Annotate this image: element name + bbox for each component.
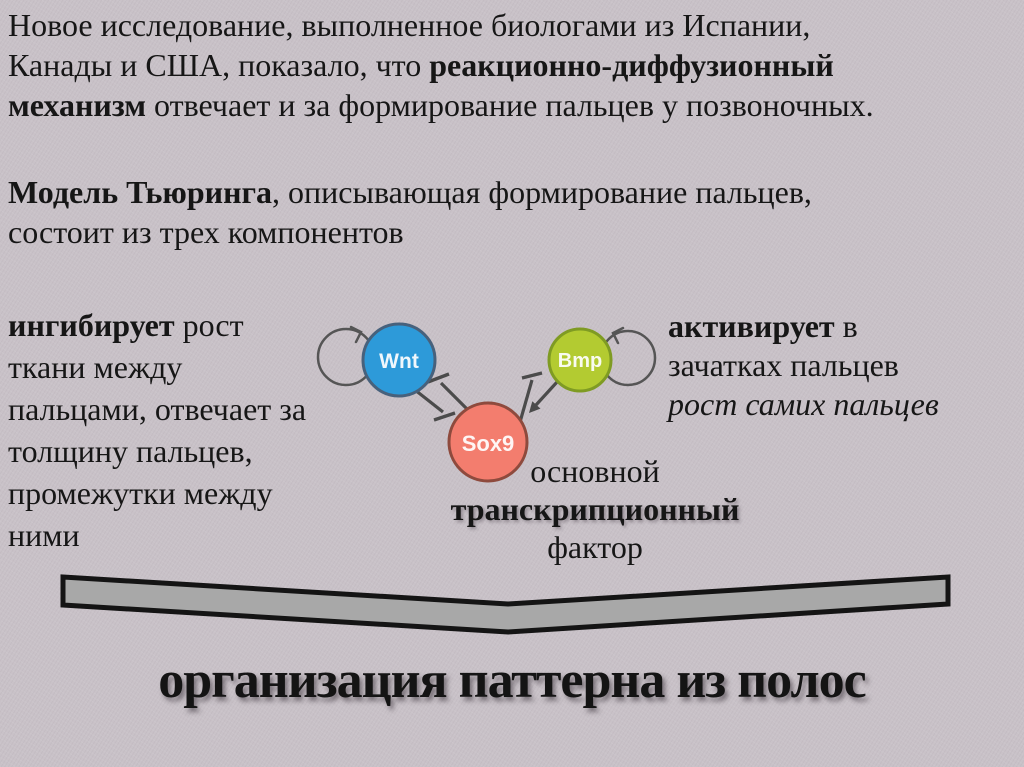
inhibitor-line1-rest: рост: [174, 307, 244, 343]
turing-model-paragraph: [8, 172, 812, 252]
intro-line1-text: Новое исследование, выполненное биологами из Испании,: [8, 7, 811, 43]
inhibitor-line-6: [8, 514, 306, 556]
inhibitor-line3-text: пальцами, отвечает за: [8, 391, 307, 427]
inhibitor-line-1: [8, 304, 306, 346]
intro-paragraph: [8, 5, 874, 125]
wnt-node: [363, 324, 435, 396]
activator-line3-italic: рост самих пальцев: [668, 386, 939, 422]
down-chevron-banner: [58, 571, 953, 639]
wnt-node-label: Wnt: [379, 350, 419, 373]
bmp-self-loop-arrowhead-icon: [613, 328, 623, 343]
slide-title-text: организация паттерна из полос: [158, 652, 866, 709]
intro-line3-regular: отвечает и за формирование пальцев у позвоночных.: [146, 87, 874, 123]
turing-line1-bold: Модель Тьюринга: [8, 174, 273, 210]
wnt-sox9-inhibition-tbar-icon: [434, 413, 455, 420]
activator-line-3: [668, 385, 939, 424]
turing-line-1: [8, 172, 812, 212]
inhibitor-line-5: [8, 472, 306, 514]
sox9-bmp-inhibition-tbar-icon: [522, 373, 542, 378]
bmp-node: [549, 329, 611, 391]
slide-title: [0, 651, 1024, 710]
intro-line2-bold: реакционно-диффузионный: [429, 47, 834, 83]
sox9-node-label: Sox9: [461, 431, 515, 456]
sox9-bmp-inhibition-line: [520, 380, 532, 422]
bmp-node-label: Bmp: [557, 350, 603, 372]
activator-line1-rest: в: [834, 308, 858, 344]
intro-line-3: [8, 85, 874, 125]
intro-line3-bold: механизм: [8, 87, 147, 123]
inhibitor-line-2: [8, 346, 306, 388]
intro-line-1: [8, 5, 874, 45]
inhibitor-line-3: [8, 388, 306, 430]
activator-line-1: [668, 307, 939, 346]
intro-line2-regular: Канады и США, показало, что: [8, 47, 430, 83]
turing-line-2: [8, 212, 812, 252]
sox9-caption-line-2: [420, 490, 770, 528]
sox9-caption: [420, 452, 770, 566]
inhibitor-line-4: [8, 430, 306, 472]
sox9-caption-line3-text: фактор: [547, 529, 643, 565]
bmp-sox9-activation-line: [536, 382, 557, 405]
down-chevron-shape: [63, 577, 948, 632]
sox9-caption-line1-text: основной: [530, 453, 660, 489]
activator-description: [668, 307, 939, 424]
activator-line2-text: зачатках пальцев: [668, 347, 899, 383]
sox9-caption-line-1: [420, 452, 770, 490]
sox9-caption-line-3: [420, 528, 770, 566]
inhibitor-description: [8, 304, 306, 556]
intro-line-2: [8, 45, 874, 85]
inhibitor-line6-text: ними: [8, 517, 80, 553]
turing-line1-regular: , описывающая формирование пальцев,: [272, 174, 812, 210]
activator-lead-bold: активирует: [668, 308, 835, 344]
inhibitor-lead-bold: ингибирует: [8, 307, 175, 343]
inhibitor-line5-text: промежутки между: [8, 475, 273, 511]
turing-line2-text: состоит из трех компонентов: [8, 214, 404, 250]
inhibitor-line4-text: толщину пальцев,: [8, 433, 253, 469]
inhibitor-line2-text: ткани между: [8, 349, 183, 385]
activator-line-2: [668, 346, 939, 385]
sox9-caption-line2-bold: транскрипционный: [450, 491, 740, 527]
